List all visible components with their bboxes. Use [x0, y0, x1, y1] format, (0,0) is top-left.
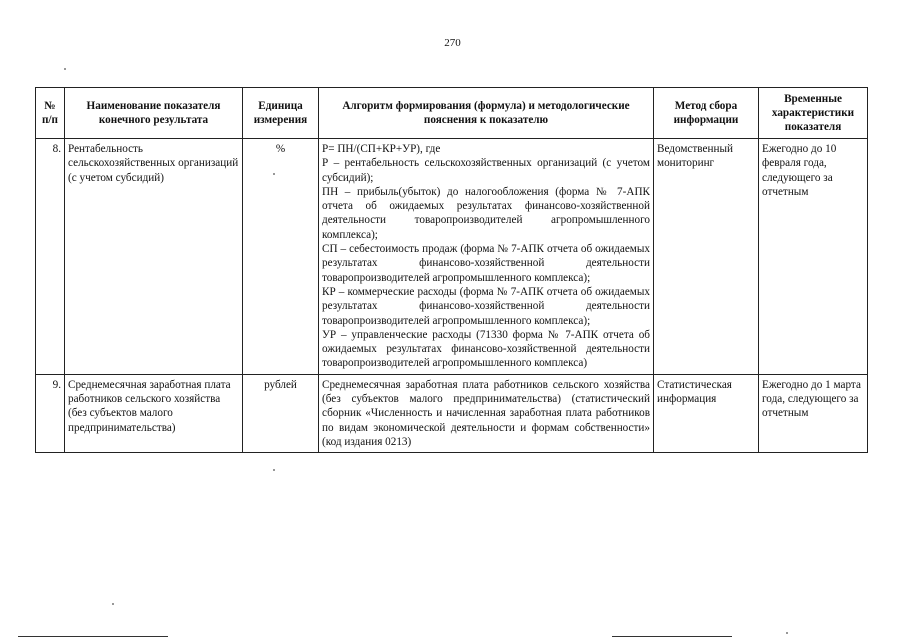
scan-speck — [786, 632, 788, 634]
table-header-row — [36, 88, 868, 139]
header-num: № п/п — [36, 88, 65, 139]
row-unit: % — [243, 139, 319, 375]
table-row — [36, 139, 868, 375]
header-name: Наименование показателя конечного результата — [65, 88, 243, 139]
algorithm-line: Среднемесячная заработная плата работников сельского хозяйства (без субъектов малого предпринимательства) (статистический сборник «Численность и начисленная заработная плата работников по видам экономической деятельности и формам собственности» (код издания 0213) — [322, 378, 650, 448]
row-timing: Ежегодно до 10 февраля года, следующего за отчетным — [759, 139, 868, 375]
header-timing: Временные характеристики показателя — [759, 88, 868, 139]
row-method: Статистическая информация — [654, 374, 759, 452]
header-method: Метод сбора информации — [654, 88, 759, 139]
algorithm-line: Р= ПН/(СП+КР+УР), где — [322, 143, 441, 155]
algorithm-line: КР – коммерческие расходы (форма № 7-АПК отчета об ожидаемых результатах финансово-хозяйственной деятельности товаропроизводителей агропромышленного комплекса); — [322, 285, 650, 327]
indicators-table — [35, 87, 868, 453]
header-unit: Единица измерения — [243, 88, 319, 139]
row-name: Среднемесячная заработная плата работников сельского хозяйства (без субъектов малого предпринимательства) — [65, 374, 243, 452]
algorithm-line: УР – управленческие расходы (71330 форма № 7-АПК отчета об ожидаемых результатах финансово-хозяйственной деятельности товаропроизводителей агропромышленного комплекса) — [322, 328, 650, 370]
scan-speck — [273, 173, 275, 175]
scan-speck — [64, 68, 66, 70]
row-name: Рентабельность сельскохозяйственных организаций (с учетом субсидий) — [65, 139, 243, 375]
table-row — [36, 374, 868, 452]
row-timing: Ежегодно до 1 марта года, следующего за отчетным — [759, 374, 868, 452]
row-algorithm — [319, 374, 654, 452]
row-num: 9. — [36, 374, 65, 452]
algorithm-line: Р – рентабельность сельскохозяйственных организаций (с учетом субсидий); — [322, 157, 650, 184]
scan-edge-line — [18, 636, 168, 637]
scan-speck — [273, 469, 275, 471]
row-algorithm — [319, 139, 654, 375]
header-algorithm: Алгоритм формирования (формула) и методологические пояснения к показателю — [319, 88, 654, 139]
scan-edge-line — [612, 636, 732, 637]
row-method: Ведомственный мониторинг — [654, 139, 759, 375]
row-num: 8. — [36, 139, 65, 375]
algorithm-line: СП – себестоимость продаж (форма № 7-АПК отчета об ожидаемых результатах финансово-хозяйственной деятельности товаропроизводителей агропромышленного комплекса); — [322, 243, 650, 284]
page-number: 270 — [444, 37, 461, 49]
scan-speck — [112, 603, 114, 605]
algorithm-line: ПН – прибыль(убыток) до налогообложения (форма № 7-АПК отчета об ожидаемых результатах финансово-хозяйственной деятельности товаропроизводителей агропромышленного комплекса); — [322, 185, 650, 241]
row-unit: рублей — [243, 374, 319, 452]
